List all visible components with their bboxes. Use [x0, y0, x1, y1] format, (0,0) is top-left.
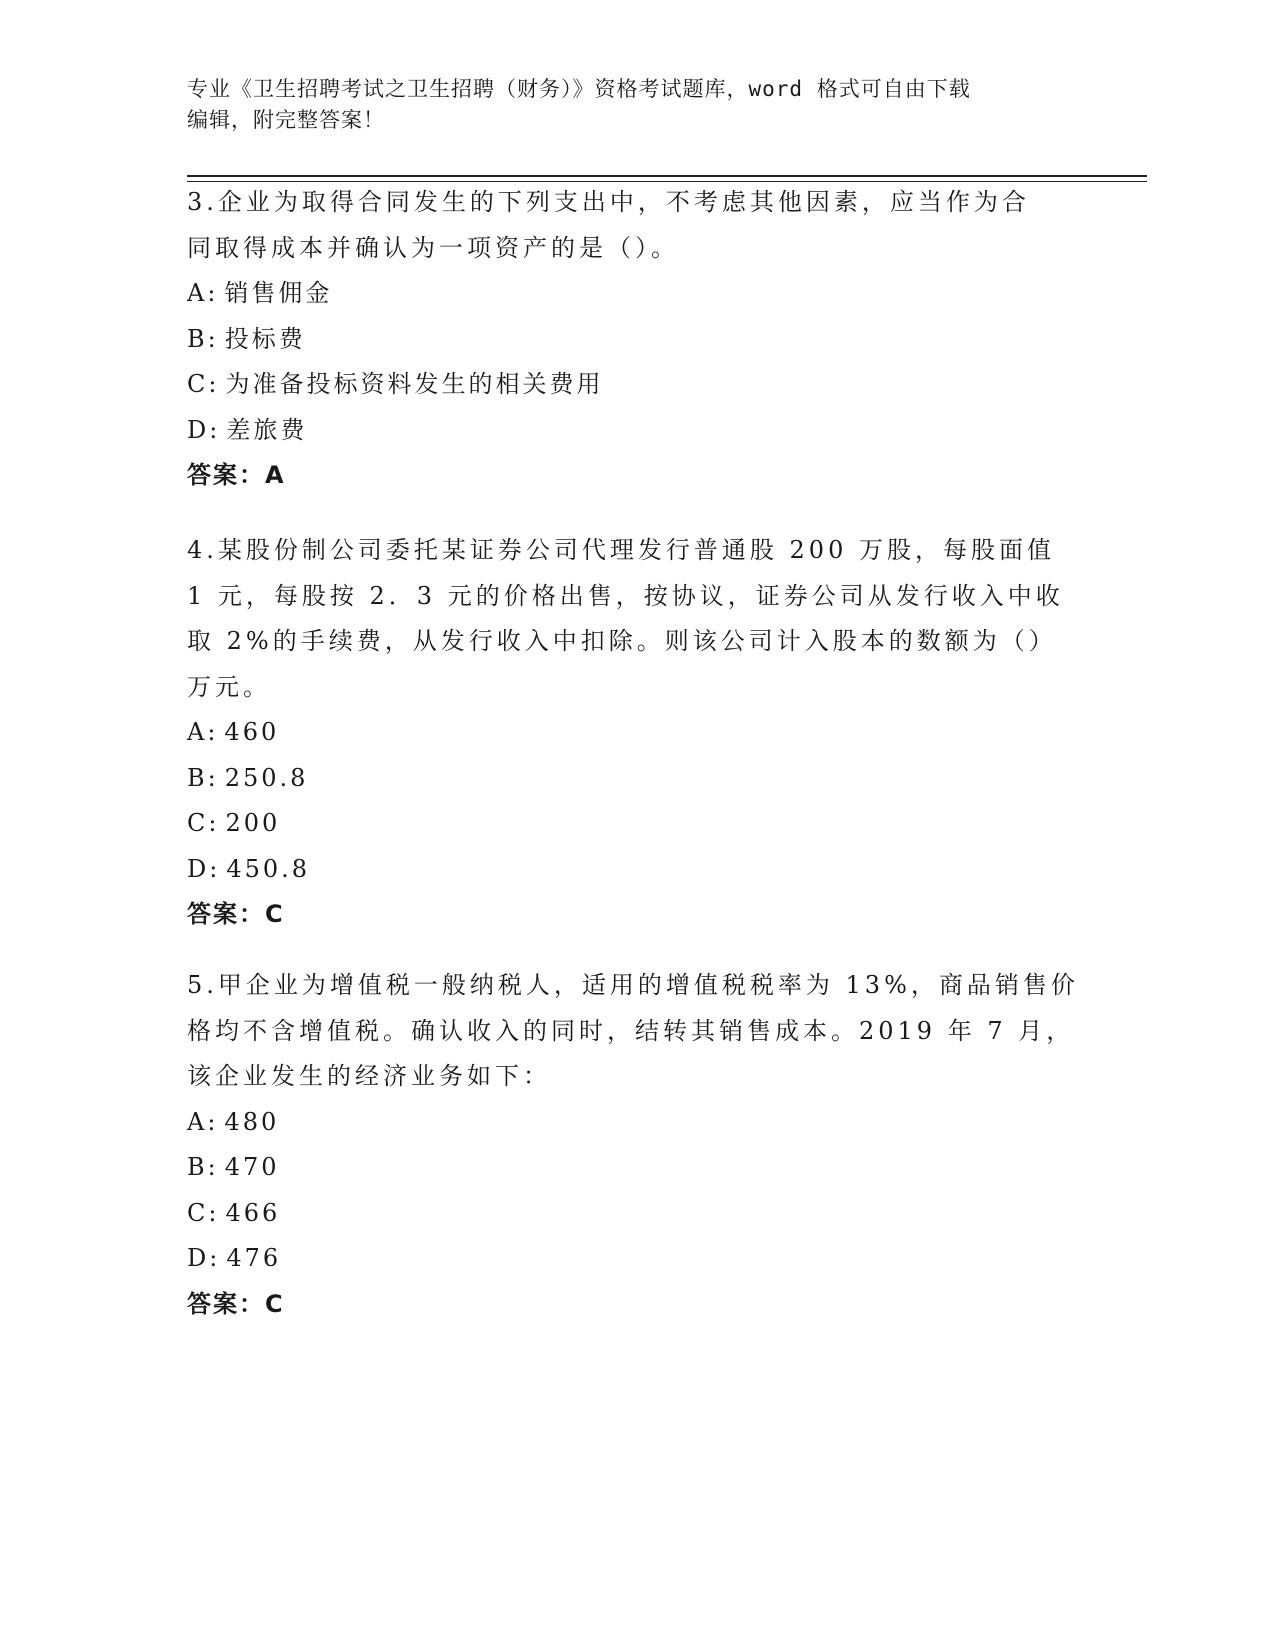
- header-line-2: 编辑，附完整答案！: [187, 108, 385, 132]
- option-text: 为准备投标资料发生的相关费用: [225, 370, 604, 398]
- option-d: [187, 408, 1087, 454]
- option-letter: B:: [187, 1153, 219, 1181]
- option-text: 476: [226, 1244, 282, 1272]
- option-letter: C:: [187, 809, 220, 837]
- option-b: [187, 1145, 1087, 1191]
- option-d: [187, 1236, 1087, 1282]
- question-text: 该企业发生的经济业务如下：: [187, 1062, 551, 1090]
- question-3: [187, 180, 1087, 499]
- option-text: 480: [224, 1107, 280, 1136]
- answer-text: 答案：C: [187, 1289, 285, 1318]
- option-letter: C:: [187, 370, 220, 398]
- question-text: 4.某股份制公司委托某证券公司代理发行普通股 200 万股，每股面值: [187, 536, 1055, 564]
- option-c: [187, 801, 1087, 847]
- option-text: 差旅费: [226, 415, 308, 444]
- option-a: [187, 271, 1087, 317]
- question-text: 5.甲企业为增值税一般纳税人，适用的增值税税率为 13%，商品销售价: [187, 971, 1079, 999]
- option-letter: D:: [187, 1244, 221, 1272]
- option-text: 460: [224, 718, 280, 746]
- question-text: 万元。: [187, 672, 271, 701]
- option-b: [187, 317, 1087, 363]
- answer-text: 答案：A: [187, 461, 286, 489]
- option-letter: B:: [187, 763, 219, 792]
- question-text: 取 2%的手续费，从发行收入中扣除。则该公司计入股本的数额为（）: [187, 627, 1057, 655]
- option-text: 466: [225, 1198, 281, 1227]
- option-d: [187, 847, 1087, 893]
- question-text: 3.企业为取得合同发生的下列支出中，不考虑其他因素，应当作为合: [187, 188, 1030, 216]
- option-text: 200: [225, 809, 281, 837]
- header-divider-thick: [187, 175, 1147, 177]
- option-letter: D:: [187, 854, 221, 883]
- option-letter: C:: [187, 1198, 220, 1227]
- question-text: 同取得成本并确认为一项资产的是（）。: [187, 233, 679, 262]
- document-header: [187, 74, 1087, 136]
- question-text: 格均不含增值税。确认收入的同时，结转其销售成本。2019 年 7 月，: [187, 1016, 1075, 1045]
- option-a: [187, 1100, 1087, 1146]
- option-letter: A:: [187, 1107, 219, 1136]
- option-text: 销售佣金: [224, 279, 333, 307]
- option-text: 投标费: [224, 324, 306, 353]
- option-c: [187, 1191, 1087, 1237]
- answer-text: 答案：C: [187, 900, 285, 928]
- option-c: [187, 362, 1087, 408]
- option-text: 450.8: [226, 854, 311, 883]
- question-5: [187, 963, 1087, 1327]
- option-letter: A:: [187, 718, 219, 746]
- option-letter: D:: [187, 415, 221, 444]
- question-4: [187, 528, 1087, 938]
- option-letter: B:: [187, 324, 219, 353]
- option-text: 250.8: [224, 763, 309, 792]
- question-text: 1 元，每股按 2．3 元的价格出售，按协议，证券公司从发行收入中收: [187, 581, 1064, 610]
- option-letter: A:: [187, 279, 219, 307]
- option-b: [187, 756, 1087, 802]
- option-text: 470: [224, 1153, 280, 1181]
- header-line-1: 专业《卫生招聘考试之卫生招聘（财务）》资格考试题库，word 格式可自由下载: [187, 77, 971, 101]
- option-a: [187, 710, 1087, 756]
